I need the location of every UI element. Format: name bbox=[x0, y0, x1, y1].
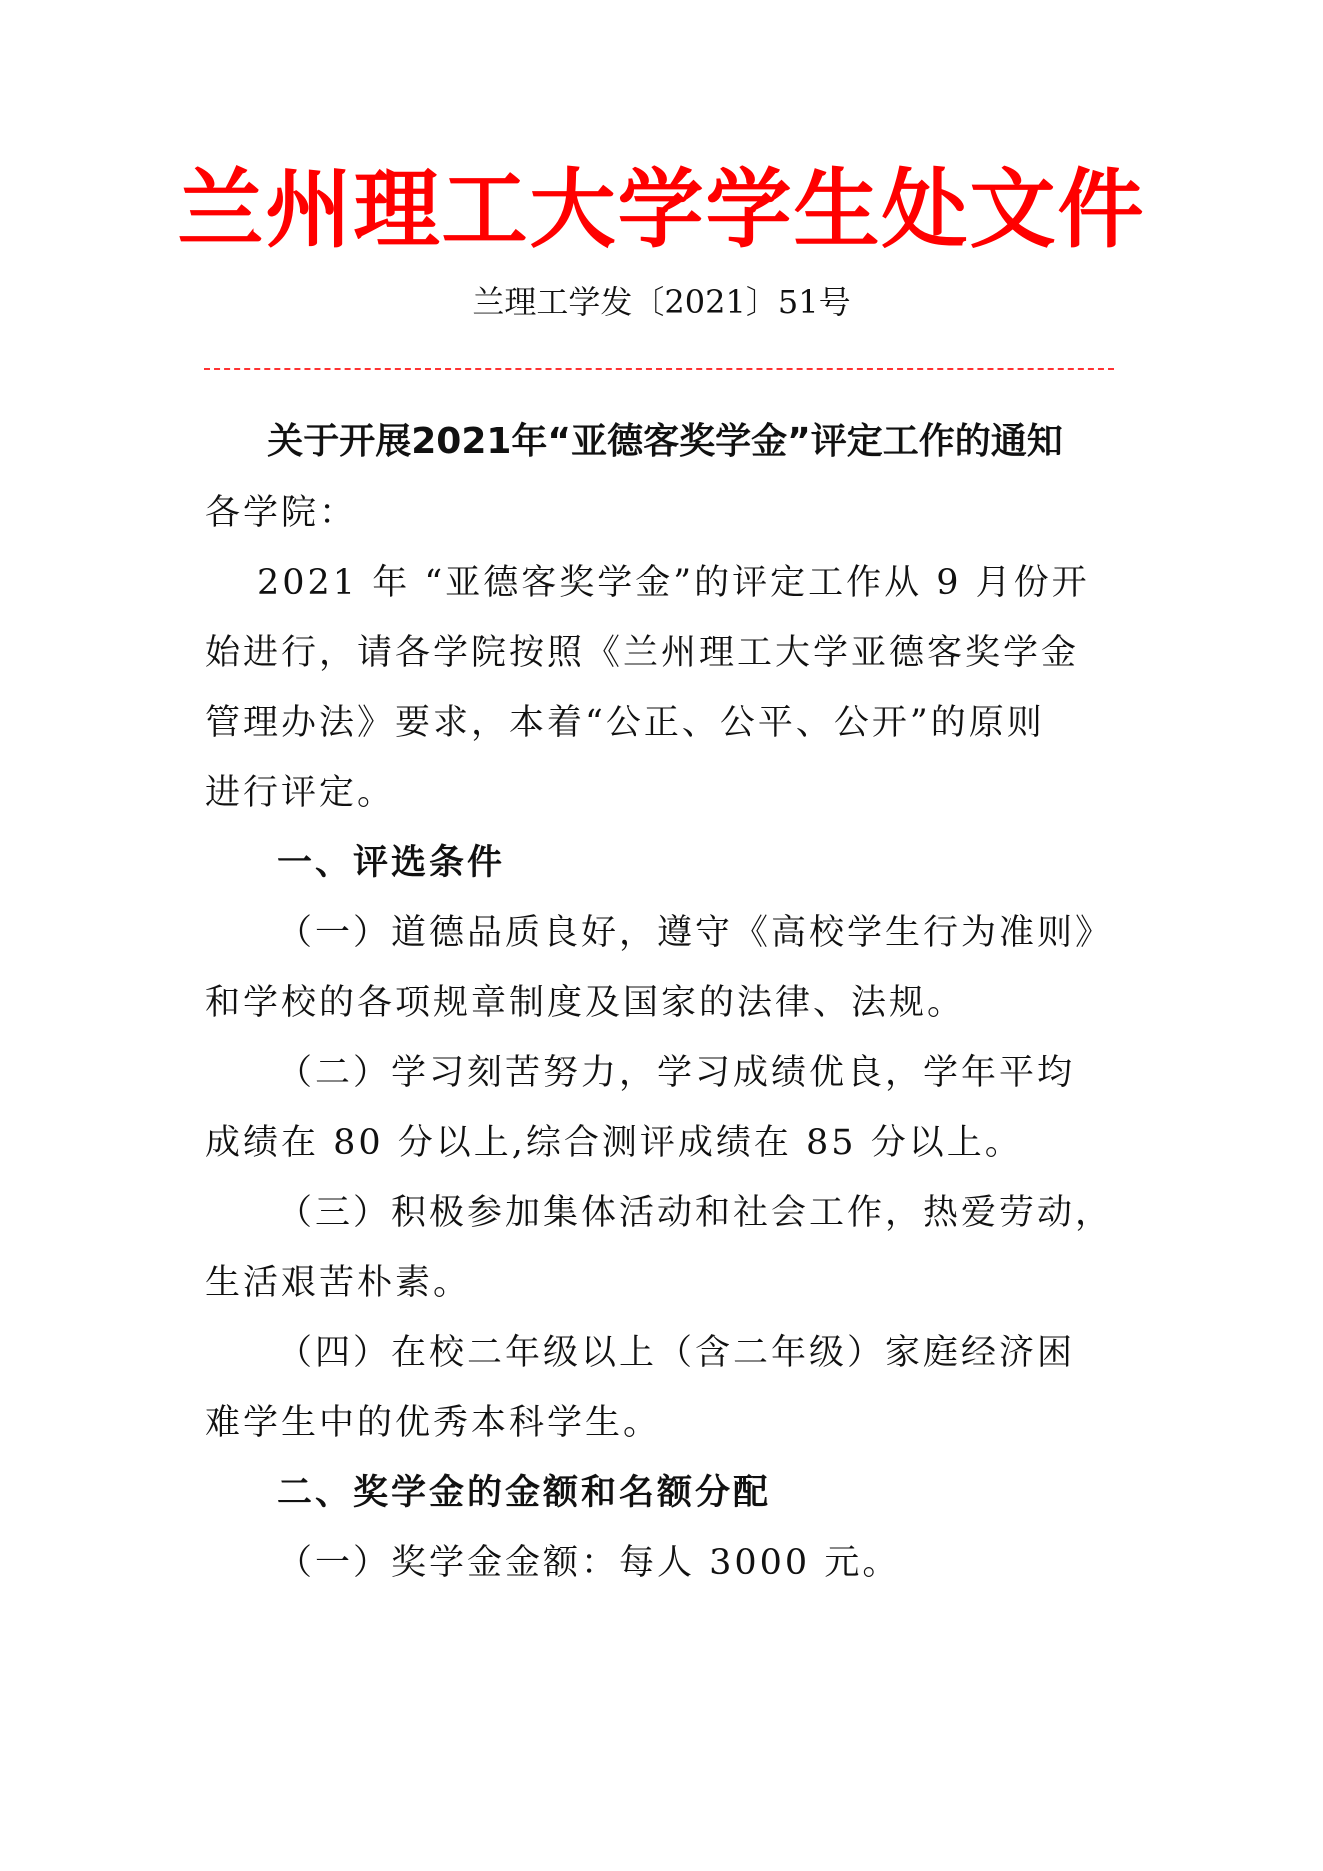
intro-line-3: 管理办法》要求，本着“公正、公平、公开”的原则 bbox=[205, 703, 1045, 743]
salutation: 各学院： bbox=[205, 493, 358, 533]
section-1-item-1-line-2: 和学校的各项规章制度及国家的法律、法规。 bbox=[205, 983, 966, 1023]
intro-line-2: 始进行，请各学院按照《兰州理工大学亚德客奖学金 bbox=[205, 633, 1080, 673]
section-1-item-4-line-1: （四）在校二年级以上（含二年级）家庭经济困 bbox=[277, 1333, 1076, 1373]
section-2-item-1: （一）奖学金金额：每人 3000 元。 bbox=[277, 1543, 901, 1583]
section-1-item-3-line-1: （三）积极参加集体活动和社会工作，热爱劳动， bbox=[277, 1193, 1114, 1233]
section-1-item-1-line-1: （一）道德品质良好，遵守《高校学生行为准则》 bbox=[277, 913, 1114, 953]
notice-body bbox=[205, 478, 1130, 1598]
document-number: 兰理工学发〔2021〕51号 bbox=[472, 283, 851, 321]
intro-line-1: 2021 年 “亚德客奖学金”的评定工作从 9 月份开 bbox=[257, 563, 1090, 603]
section-1-heading: 一、评选条件 bbox=[277, 843, 506, 883]
section-1-item-2-line-1: （二）学习刻苦努力，学习成绩优良，学年平均 bbox=[277, 1053, 1076, 1093]
notice-title: 关于开展2021年“亚德客奖学金”评定工作的通知 bbox=[267, 421, 1063, 462]
section-1-item-4-line-2: 难学生中的优秀本科学生。 bbox=[205, 1403, 662, 1443]
section-1-item-3-line-2: 生活艰苦朴素。 bbox=[205, 1263, 472, 1303]
section-1-item-2-line-2: 成绩在 80 分以上,综合测评成绩在 85 分以上。 bbox=[205, 1123, 1023, 1163]
issuer-header-title: 兰州理工大学学生处文件 bbox=[177, 159, 1146, 260]
section-2-heading: 二、奖学金的金额和名额分配 bbox=[277, 1473, 772, 1513]
intro-line-4: 进行评定。 bbox=[205, 773, 396, 813]
header-divider bbox=[204, 368, 1114, 370]
